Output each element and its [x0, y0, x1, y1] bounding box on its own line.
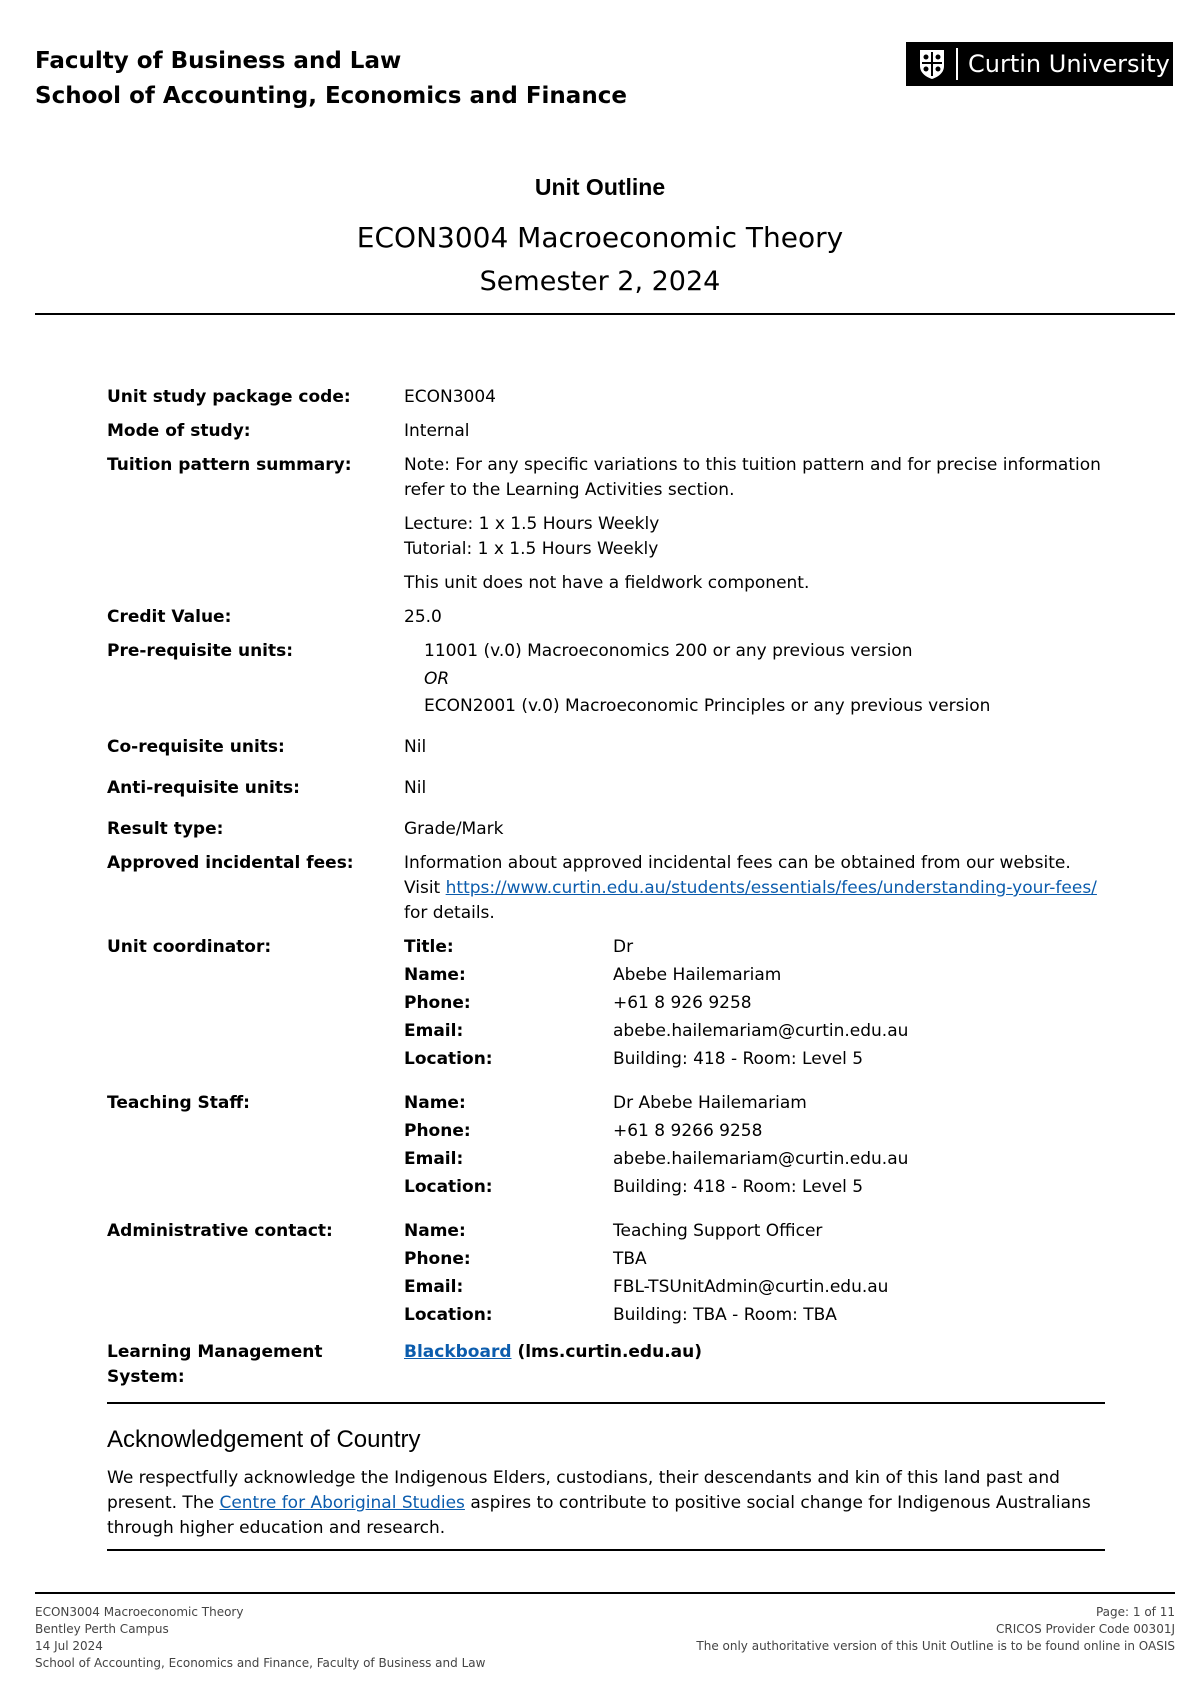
result-type-label: Result type:	[107, 819, 224, 839]
teaching-phone-row	[404, 1119, 1107, 1144]
footer-unit: ECON3004 Macroeconomic Theory	[35, 1605, 244, 1619]
fees-label: Approved incidental fees:	[107, 853, 354, 873]
title-divider	[35, 313, 1175, 315]
coordinator-phone-label: Phone:	[404, 993, 471, 1013]
teaching-email-row	[404, 1147, 1107, 1172]
package-code-label: Unit study package code:	[107, 387, 351, 407]
teaching-email-value: abebe.hailemariam@curtin.edu.au	[613, 1149, 909, 1169]
admin-contact-details	[404, 1219, 1107, 1331]
footer-page: Page: 1 of 11	[1095, 1605, 1175, 1619]
tuition-note: Note: For any specific variations to this tuition pattern and for precise information refer to the Learning Activities section.	[404, 455, 1101, 500]
coordinator-phone-row	[404, 991, 1107, 1016]
footer-date: 14 Jul 2024	[35, 1639, 103, 1653]
coordinator-location-label: Location:	[404, 1049, 493, 1069]
coordinator-email-row	[404, 1019, 1107, 1044]
acknowledgement-text	[107, 1466, 1107, 1541]
coordinator-details	[404, 935, 1107, 1075]
row-coordinator	[107, 935, 1107, 1075]
admin-phone-label: Phone:	[404, 1249, 471, 1269]
row-fees	[107, 851, 1107, 926]
teaching-name-label: Name:	[404, 1093, 466, 1113]
teaching-name-row	[404, 1091, 1107, 1116]
admin-email-label: Email:	[404, 1277, 464, 1297]
row-teaching-staff	[107, 1091, 1107, 1203]
package-code-value: ECON3004	[404, 387, 496, 407]
result-type-value: Grade/Mark	[404, 819, 504, 839]
antireq-value: Nil	[404, 778, 427, 798]
coordinator-title-row	[404, 935, 1107, 960]
teaching-location-row	[404, 1175, 1107, 1200]
coordinator-title-label: Title:	[404, 937, 454, 957]
acknowledgement-text-2: aspires to contribute to positive social change for Indigenous Australians through higher education and research.	[107, 1493, 1091, 1538]
acknowledgement-section	[107, 1424, 1107, 1541]
prereq-unit-2: ECON2001 (v.0) Macroeconomic Principles or any previous version	[424, 696, 991, 716]
unit-title: ECON3004 Macroeconomic Theory	[356, 221, 844, 254]
coreq-value: Nil	[404, 737, 427, 757]
row-prereq	[107, 639, 1107, 719]
coordinator-email-value: abebe.hailemariam@curtin.edu.au	[613, 1021, 909, 1041]
fees-end: for details.	[404, 903, 495, 923]
fieldwork-note: This unit does not have a fieldwork component.	[404, 573, 810, 593]
credit-label: Credit Value:	[107, 607, 232, 627]
coordinator-location-value: Building: 418 - Room: Level 5	[613, 1049, 864, 1069]
coordinator-phone-value: +61 8 926 9258	[613, 993, 752, 1013]
lms-value	[404, 1340, 1107, 1390]
row-mode	[107, 419, 1107, 444]
coreq-label: Co-requisite units:	[107, 737, 285, 757]
coordinator-email-label: Email:	[404, 1021, 464, 1041]
fees-text: Information about approved incidental fees can be obtained from our website.	[404, 853, 1071, 873]
footer-left	[35, 1604, 485, 1672]
admin-name-value: Teaching Support Officer	[613, 1221, 823, 1241]
teaching-name-value: Dr Abebe Hailemariam	[613, 1093, 807, 1113]
mode-value: Internal	[404, 421, 470, 441]
row-result-type	[107, 817, 1107, 842]
aboriginal-studies-link[interactable]: Centre for Aboriginal Studies	[219, 1493, 465, 1513]
coordinator-label: Unit coordinator:	[107, 937, 272, 957]
curtin-logo	[906, 42, 1173, 86]
teaching-phone-label: Phone:	[404, 1121, 471, 1141]
document-heading: Unit Outline	[534, 174, 666, 200]
row-package-code	[107, 385, 1107, 410]
row-antireq	[107, 776, 1107, 801]
teaching-staff-label: Teaching Staff:	[107, 1093, 250, 1113]
tuition-pattern	[404, 512, 1107, 562]
coordinator-name-label: Name:	[404, 965, 466, 985]
semester: Semester 2, 2024	[479, 266, 721, 297]
admin-location-row	[404, 1303, 1107, 1328]
logo-text: Curtin University	[968, 50, 1170, 78]
row-credit	[107, 605, 1107, 630]
footer-campus: Bentley Perth Campus	[35, 1622, 169, 1636]
unit-details	[107, 385, 1107, 1399]
coordinator-name-value: Abebe Hailemariam	[613, 965, 782, 985]
admin-name-label: Name:	[404, 1221, 466, 1241]
footer-cricos: CRICOS Provider Code 00301J	[996, 1622, 1175, 1636]
coordinator-title-value: Dr	[613, 937, 634, 957]
footer-right	[696, 1604, 1175, 1655]
footer-school: School of Accounting, Economics and Finance, Faculty of Business and Law	[35, 1656, 486, 1670]
logo-divider	[956, 48, 958, 80]
credit-value: 25.0	[404, 607, 442, 627]
teaching-staff-details	[404, 1091, 1107, 1203]
acknowledgement-text-1: We respectfully acknowledge the Indigenous Elders, custodians, their descendants and kin of this land past and present. The	[107, 1468, 1060, 1513]
antireq-label: Anti-requisite units:	[107, 778, 300, 798]
coordinator-location-row	[404, 1047, 1107, 1072]
prereq-unit-1: 11001 (v.0) Macroeconomics 200 or any previous version	[424, 641, 913, 661]
coordinator-name-row	[404, 963, 1107, 988]
lms-label: Learning Management System:	[107, 1342, 323, 1387]
footer-divider	[35, 1592, 1175, 1594]
footer-authoritative-note: The only authoritative version of this Unit Outline is to be found online in OASIS	[696, 1639, 1175, 1653]
teaching-location-value: Building: 418 - Room: Level 5	[613, 1177, 864, 1197]
lms-suffix: (lms.curtin.edu.au)	[517, 1342, 703, 1362]
admin-email-row	[404, 1275, 1107, 1300]
faculty-header	[35, 44, 627, 114]
school-name: School of Accounting, Economics and Finance	[35, 83, 627, 109]
teaching-location-label: Location:	[404, 1177, 493, 1197]
row-lms	[107, 1340, 1107, 1390]
acknowledgement-divider	[107, 1549, 1105, 1551]
admin-name-row	[404, 1219, 1107, 1244]
lecture-pattern: Lecture: 1 x 1.5 Hours Weekly	[404, 514, 660, 534]
fees-value	[404, 851, 1107, 926]
tuition-value	[404, 453, 1107, 596]
teaching-phone-value: +61 8 9266 9258	[613, 1121, 763, 1141]
prereq-value	[404, 639, 1107, 719]
row-coreq	[107, 735, 1107, 760]
admin-location-value: Building: TBA - Room: TBA	[613, 1305, 837, 1325]
fees-link[interactable]: https://www.curtin.edu.au/students/essentials/fees/understanding-your-fees/	[445, 878, 1097, 898]
row-tuition	[107, 453, 1107, 596]
title-block	[0, 172, 1200, 300]
acknowledgement-heading: Acknowledgement of Country	[107, 1426, 421, 1453]
row-admin-contact	[107, 1219, 1107, 1331]
prereq-or: OR	[424, 669, 450, 689]
section-divider	[107, 1402, 1105, 1404]
admin-email-value: FBL-TSUnitAdmin@curtin.edu.au	[613, 1277, 889, 1297]
crest-icon	[918, 48, 946, 80]
teaching-email-label: Email:	[404, 1149, 464, 1169]
faculty-name: Faculty of Business and Law	[35, 48, 402, 74]
tutorial-pattern: Tutorial: 1 x 1.5 Hours Weekly	[404, 539, 659, 559]
mode-label: Mode of study:	[107, 421, 251, 441]
admin-contact-label: Administrative contact:	[107, 1221, 333, 1241]
fees-visit: Visit	[404, 878, 441, 898]
prereq-label: Pre-requisite units:	[107, 641, 294, 661]
tuition-label: Tuition pattern summary:	[107, 455, 352, 475]
admin-phone-row	[404, 1247, 1107, 1272]
admin-phone-value: TBA	[613, 1249, 647, 1269]
admin-location-label: Location:	[404, 1305, 493, 1325]
lms-link[interactable]: Blackboard	[404, 1342, 512, 1362]
